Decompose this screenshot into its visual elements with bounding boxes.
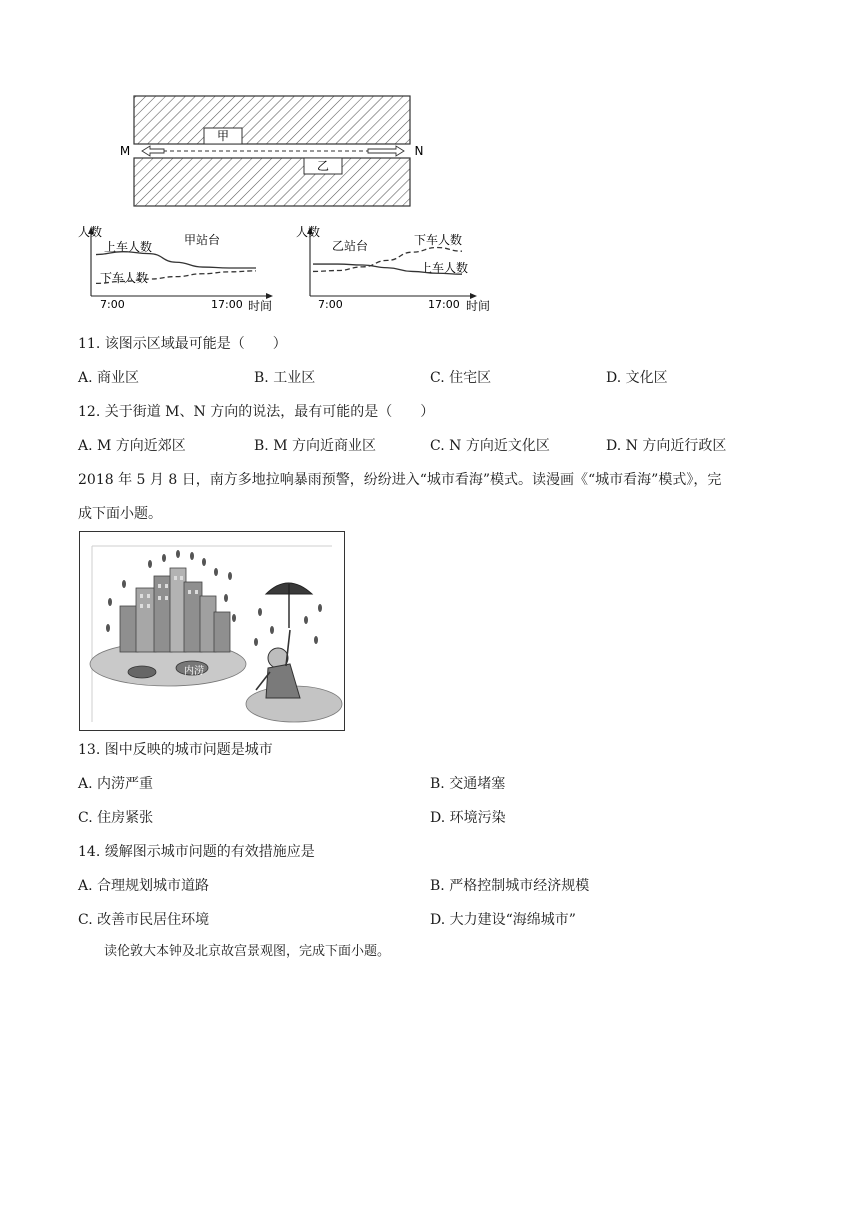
series-label-boarding: 上车人数	[420, 261, 469, 275]
station-yi-label: 乙	[316, 159, 330, 173]
intro-13-14-line1: 2018 年 5 月 8 日，南方多地拉响暴雨预警，纷纷进入“城市看海”模式。读漫画《“城市看海”模式》，完	[78, 472, 722, 488]
label-n: N	[414, 144, 424, 158]
question-11-stem: 11. 该图示区域最可能是（ ）	[78, 336, 287, 352]
q13-option-d: D. 环境污染	[430, 810, 506, 826]
cartoon-frame	[79, 531, 345, 731]
question-14-stem: 14. 缓解图示城市问题的有效措施应是	[78, 844, 315, 860]
series-label-boarding: 上车人数	[104, 240, 153, 254]
question-12-stem: 12. 关于街道 M、N 方向的说法，最有可能的是（ ）	[78, 404, 435, 420]
q14-option-a: A. 合理规划城市道路	[78, 878, 210, 894]
series-label-alighting: 下车人数	[100, 271, 149, 285]
chart-title: 甲站台	[184, 233, 221, 247]
umbrella-man	[256, 583, 312, 698]
label-m: M	[119, 144, 131, 158]
q13-option-b: B. 交通堵塞	[430, 776, 506, 792]
x-axis-label: 时间	[248, 299, 273, 313]
q14-option-c: C. 改善市民居住环境	[78, 912, 210, 928]
q12-option-d: D. N 方向近行政区	[606, 438, 727, 454]
q12-option-c: C. N 方向近文化区	[430, 438, 550, 454]
arrow-right-icon	[368, 146, 404, 156]
q11-option-d: D. 文化区	[606, 370, 668, 386]
station-jia-label: 甲	[216, 129, 230, 143]
q12-option-b: B. M 方向近商业区	[254, 438, 376, 454]
q11-option-a: A. 商业区	[78, 370, 140, 386]
x-axis-label: 时间	[466, 299, 491, 313]
series-line-boarding	[96, 252, 256, 268]
chart-title: 乙站台	[332, 239, 369, 253]
flood-sign: 内涝	[184, 666, 204, 677]
q14-option-d: D. 大力建设“海绵城市”	[430, 912, 576, 928]
y-axis-label: 人数	[296, 225, 321, 239]
question-13-stem: 13. 图中反映的城市问题是城市	[78, 742, 273, 758]
q11-option-b: B. 工业区	[254, 370, 316, 386]
q14-option-b: B. 严格控制城市经济规模	[430, 878, 590, 894]
cartoon-city-flood	[80, 532, 344, 730]
chart-yi-station	[296, 222, 508, 316]
chart-jia-station	[74, 222, 286, 316]
intro-next-questions: 读伦敦大本钟及北京故宫景观图，完成下面小题。	[104, 944, 391, 959]
q12-option-a: A. M 方向近郊区	[78, 438, 186, 454]
y-axis-label: 人数	[78, 225, 103, 239]
rain-drops-right	[254, 604, 322, 646]
submerged-car-1	[128, 666, 156, 678]
q11-option-c: C. 住宅区	[430, 370, 492, 386]
q13-option-c: C. 住房紧张	[78, 810, 154, 826]
intro-13-14-line2: 成下面小题。	[78, 506, 162, 522]
x-tick-17: 17:00	[428, 298, 460, 311]
south-block	[134, 158, 410, 206]
series-label-alighting: 下车人数	[414, 233, 463, 247]
arrow-left-icon	[142, 146, 164, 156]
street-diagram	[112, 90, 442, 212]
north-block	[134, 96, 410, 144]
x-tick-7: 7:00	[100, 298, 125, 311]
x-tick-17: 17:00	[211, 298, 243, 311]
q13-option-a: A. 内涝严重	[78, 776, 154, 792]
city-buildings	[120, 568, 230, 652]
x-tick-7: 7:00	[318, 298, 343, 311]
